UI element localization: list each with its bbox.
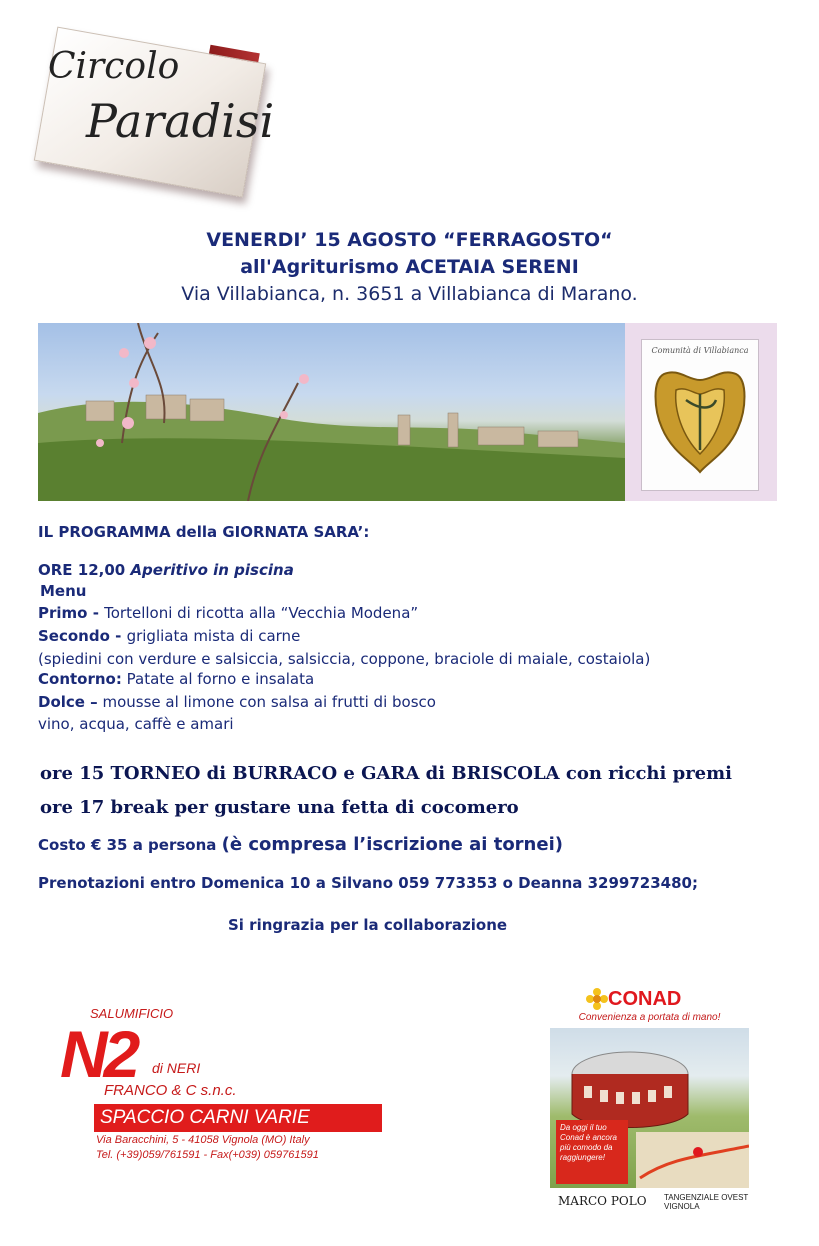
ad-phone: Tel. (+39)059/761591 - Fax(+039) 059761591 — [96, 1149, 319, 1161]
conad-promo-box: Da oggi il tuo Conad è ancora più comodo da raggiungere! — [556, 1120, 628, 1184]
booking-line: Prenotazioni entro Domenica 10 a Silvano 059 773353 o Deanna 3299723480; — [38, 874, 698, 892]
salumificio-ad — [58, 1004, 388, 1174]
logo-word-1: Circolo — [48, 46, 180, 87]
event-tournament: ore 15 TORNEO di BURRACO e GARA di BRISCOLA con ricchi premi — [40, 763, 733, 784]
course-text: Patate al forno e insalata — [121, 670, 315, 688]
course-label: Secondo — [38, 627, 110, 645]
crest-card — [641, 339, 759, 491]
crest-panel — [625, 323, 777, 501]
address-line: Via Villabianca, n. 3651 a Villabianca di Marano. — [181, 283, 638, 305]
conad-ad — [548, 980, 751, 1212]
mall-sub-2: VIGNOLA — [664, 1202, 700, 1211]
course-label: Contorno: — [38, 670, 122, 688]
landscape-banner — [38, 323, 777, 501]
conad-tagline: Convenienza a portata di mano! — [578, 1012, 721, 1023]
n2-logo: N2 — [60, 1017, 137, 1091]
ad-address: Via Baracchini, 5 - 41058 Vignola (MO) Italy — [96, 1134, 310, 1146]
course-primo — [38, 604, 418, 622]
course-dolce — [38, 693, 436, 711]
mall-sub-1: TANGENZIALE OVEST — [664, 1193, 749, 1202]
course-text: Tortelloni di ricotta alla “Vecchia Modena” — [104, 604, 419, 622]
course-separator: - — [109, 627, 127, 645]
menu-label: Menu — [40, 582, 87, 600]
venue-line: all'Agriturismo ACETAIA SERENI — [240, 256, 579, 278]
circolo-paradisi-logo — [38, 18, 275, 198]
cost-line — [38, 834, 563, 855]
ad-owner: di NERI — [152, 1060, 201, 1076]
aperitivo-line — [38, 561, 294, 579]
ad-company: FRANCO & C s.n.c. — [104, 1082, 237, 1099]
ad-salumificio-label: SALUMIFICIO — [90, 1006, 174, 1021]
logo-word-2: Paradisi — [86, 94, 275, 148]
course-text: grigliata mista di carne — [126, 627, 301, 645]
marco-polo-sub — [664, 1193, 748, 1211]
course-contorno — [38, 670, 314, 688]
course-label: Dolce – — [38, 693, 98, 711]
ad-bar: SPACCIO CARNI VARIE — [94, 1104, 382, 1132]
course-separator: - — [87, 604, 105, 622]
program-heading: IL PROGRAMMA della GIORNATA SARA’: — [38, 523, 370, 541]
marco-polo-logo: MARCO POLO — [558, 1194, 647, 1208]
event-title: VENERDI’ 15 AGOSTO “FERRAGOSTO“ — [206, 229, 613, 251]
drinks-line: vino, acqua, caffè e amari — [38, 715, 234, 733]
landscape-illustration — [38, 323, 625, 501]
cost-note: (è compresa l’iscrizione ai tornei) — [221, 834, 563, 855]
course-secondo — [38, 627, 300, 645]
event-break: ore 17 break per gustare una fetta di cocomero — [40, 797, 519, 818]
thanks-line: Si ringrazia per la collaborazione — [228, 916, 508, 934]
daisy-icon — [586, 988, 608, 1010]
cost-main: Costo € 35 a persona — [38, 836, 217, 854]
conad-store-image — [550, 1028, 749, 1188]
course-text: mousse al limone con salsa ai frutti di bosco — [97, 693, 436, 711]
course-label: Primo — [38, 604, 88, 622]
aperitivo-time: ORE 12,00 — [38, 561, 126, 579]
secondo-detail: (spiedini con verdure e salsiccia, salsiccia, coppone, braciole di maiale, costaiola) — [38, 650, 651, 668]
coat-of-arms-icon — [642, 340, 758, 490]
crest-caption: Comunità di Villabianca — [651, 346, 749, 355]
aperitivo-item: Aperitivo in piscina — [130, 561, 294, 579]
conad-logo: CONAD — [608, 988, 682, 1010]
